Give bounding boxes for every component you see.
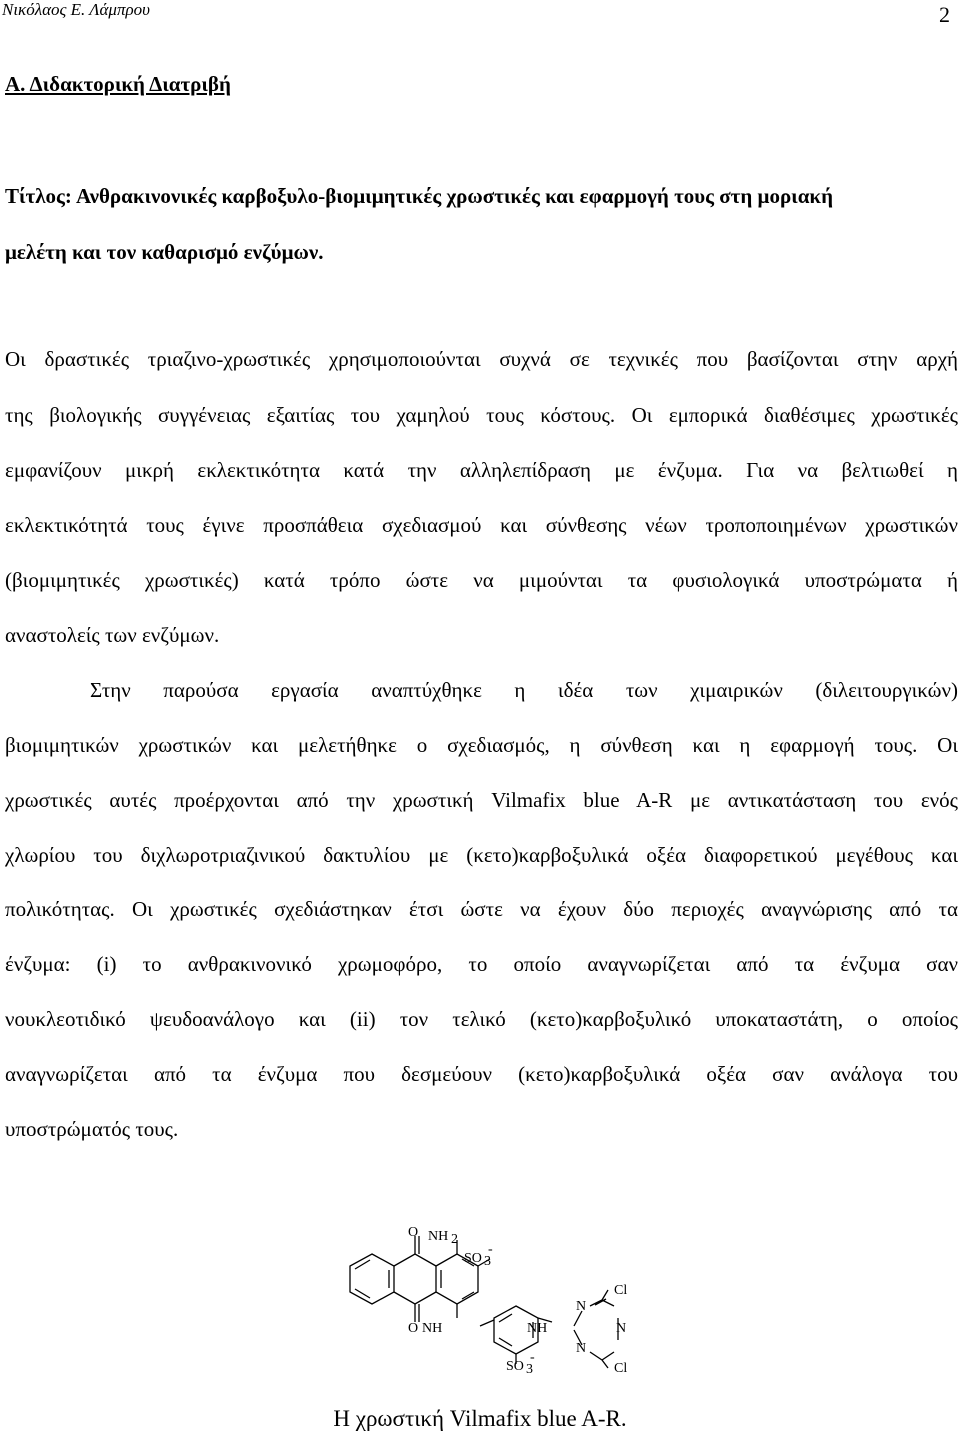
body-line: Οι δραστικές τριαζινο-χρωστικές χρησιμοποιούνται συχνά σε τεχνικές που βασίζονται στην αρχή (5, 347, 958, 371)
chemical-structure (300, 1212, 640, 1402)
figure-caption: Η χρωστική Vilmafix blue A-R. (333, 1406, 627, 1431)
atom-label: Cl (614, 1361, 628, 1376)
atom-label: N (576, 1299, 587, 1314)
body-line: ένζυμα: (i) το ανθρακινονικό χρωμοφόρο, το οποίο αναγνωρίζεται από τα ένζυμα σαν (5, 952, 958, 976)
body-line: της βιολογικής συγγένειας εξαιτίας του χαμηλού τους κόστους. Οι εμπορικά διαθέσιμες χρωστικές (5, 403, 958, 427)
body-line: βιομιμητικών χρωστικών και μελετήθηκε ο σχεδιασμός, η σύνθεση και η εφαρμογή τους. Οι (5, 733, 958, 757)
body-line: νουκλεοτιδικό ψευδοανάλογο και (ii) τον τελικό (κετο)καρβοξυλικό υποκαταστάτη, ο οποίος (5, 1007, 958, 1031)
atom-label: - (530, 1350, 535, 1365)
atom-label: NH (527, 1321, 548, 1336)
atom-label: SO (464, 1251, 482, 1266)
body-line: πολικότητας. Οι χρωστικές σχεδιάστηκαν έτσι ώστε να έχουν δύο περιοχές αναγνώρισης από τα (5, 897, 958, 921)
title-line-1: Τίτλος: Ανθρακινονικές καρβοξυλο-βιομιμητικές χρωστικές και εφαρμογή τους στη μοριακή (5, 184, 833, 208)
atom-label: N (616, 1321, 627, 1336)
atom-label: 2 (451, 1232, 458, 1247)
page-number: 2 (939, 2, 950, 27)
body-line: χλωρίου του διχλωροτριαζινικού δακτυλίου με (κετο)καρβοξυλικά οξέα διαφορετικού μεγέθους και (5, 843, 958, 867)
atom-label: - (488, 1242, 493, 1257)
atom-label: 3 (526, 1362, 533, 1377)
atom-label: N (576, 1341, 587, 1356)
section-heading: Α. Διδακτορική Διατριβή (5, 72, 231, 96)
body-line: Στην παρούσα εργασία αναπτύχθηκε η ιδέα των χιμαιρικών (διλειτουργικών) (90, 678, 958, 702)
atom-label: NH (422, 1321, 443, 1336)
body-line: χρωστικές αυτές προέρχονται από την χρωστική Vilmafix blue A-R με αντικατάσταση του ενός (5, 788, 958, 812)
body-line: αναγνωρίζεται από τα ένζυμα που δεσμεύουν (κετο)καρβοξυλικά οξέα σαν ανάλογα του (5, 1062, 958, 1086)
body-line: (βιομιμητικές χρωστικές) κατά τρόπο ώστε να μιμούνται τα φυσιολογικά υποστρώματα ή (5, 568, 958, 592)
title-line-2: μελέτη και τον καθαρισμό ενζύμων. (5, 240, 324, 264)
atom-label: SO (506, 1359, 524, 1374)
body-line: εμφανίζουν μικρή εκλεκτικότητα κατά την αλληλεπίδραση με ένζυμα. Για να βελτιωθεί η (5, 458, 958, 482)
atom-label: 3 (484, 1254, 491, 1269)
body-line: εκλεκτικότητά τους έγινε προσπάθεια σχεδιασμού και σύνθεσης νέων τροποποιημένων χρωστικών (5, 513, 958, 537)
atom-label: O (408, 1225, 419, 1240)
atom-label: O (408, 1321, 419, 1336)
atom-label: Cl (614, 1283, 628, 1298)
author-header: Νικόλαος Ε. Λάμπρου (2, 0, 150, 19)
body-line: αναστολείς των ενζύμων. (5, 623, 220, 647)
atom-label: NH (428, 1229, 449, 1244)
body-line: υποστρώματός τους. (5, 1117, 179, 1141)
